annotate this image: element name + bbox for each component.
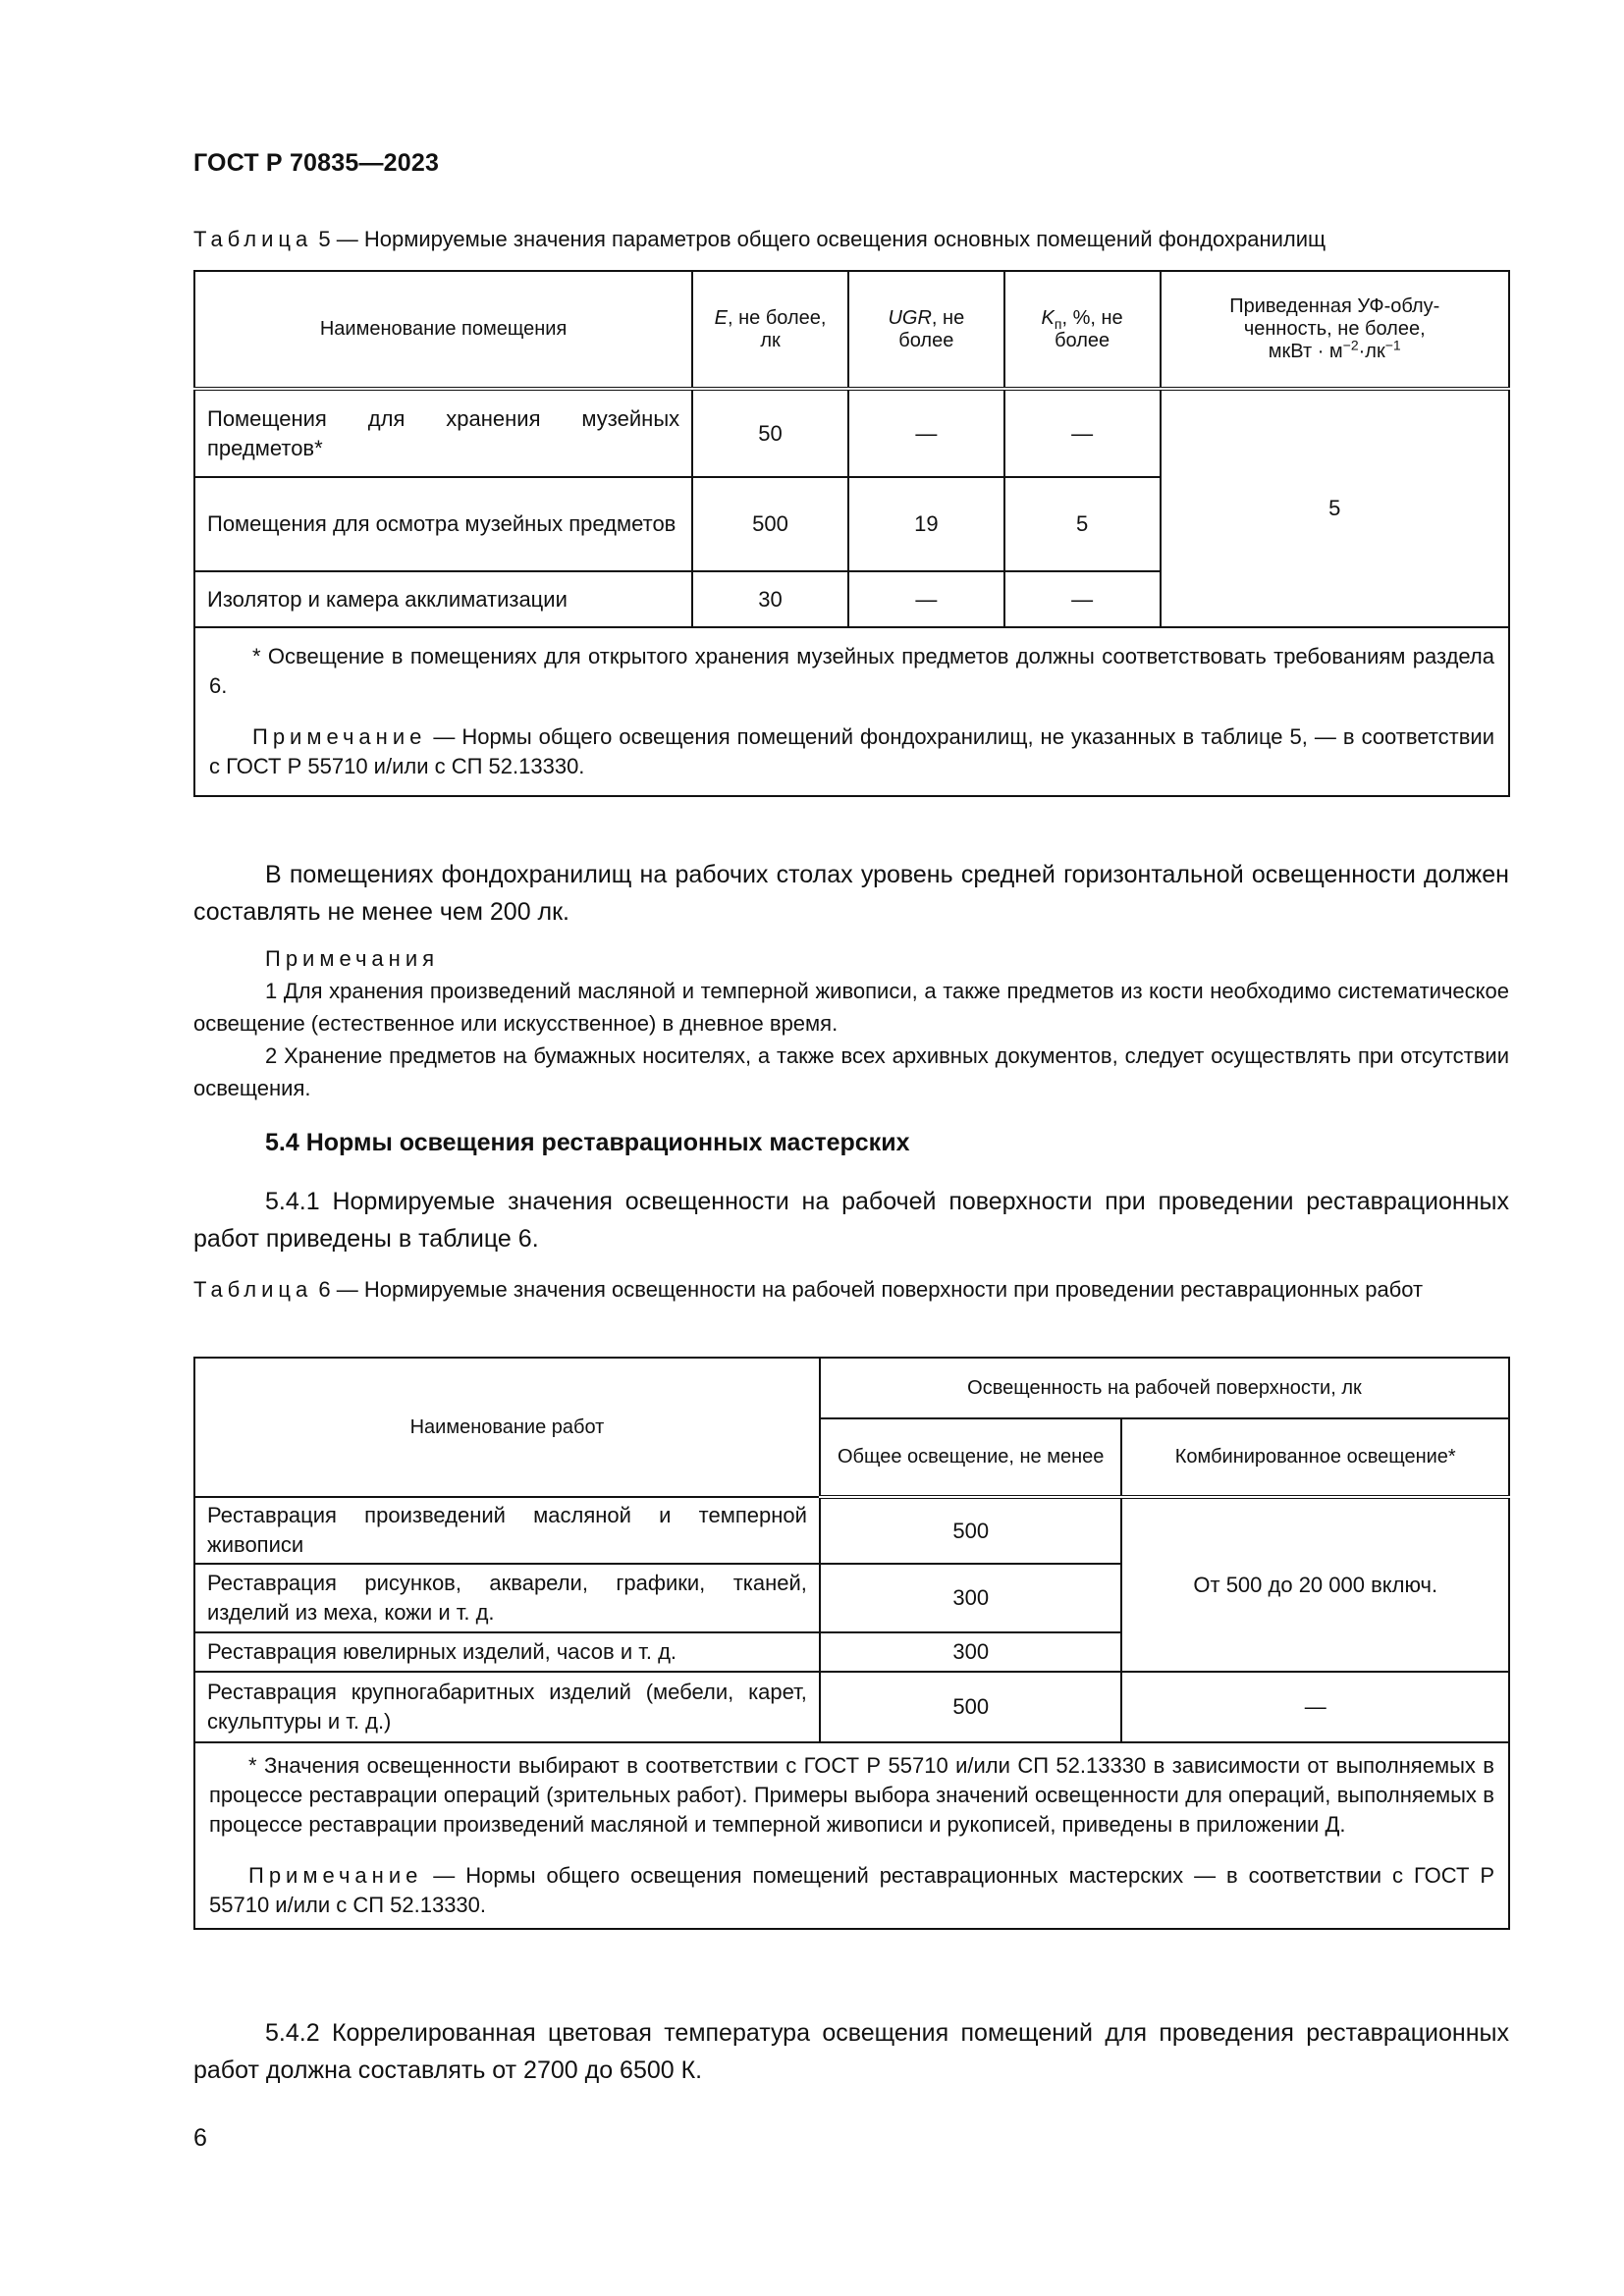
table6-combined-last: — [1121, 1672, 1509, 1742]
table5-footer-row [194, 627, 1509, 796]
table5-header-ugr: UGR, не более [848, 271, 1004, 389]
table5-header-row [194, 271, 1509, 389]
table5-header-room: Наименование помещения [194, 271, 692, 389]
table5-row-name: Изолятор и камера акклиматизации [194, 571, 692, 627]
table6-footer [194, 1742, 1509, 1929]
page-number: 6 [193, 2124, 207, 2152]
table6-header-work: Наименование работ [194, 1358, 820, 1497]
table6-row-name: Реставрация крупногабаритных изделий (мебели, карет, скульптуры и т. д.) [194, 1672, 820, 1742]
table-row [194, 1497, 1509, 1564]
table5-caption-label: Таблица [193, 227, 313, 251]
table5-row-ugr: 19 [848, 477, 1004, 571]
table5-row-kp: 5 [1004, 477, 1161, 571]
table6-row-name: Реставрация рисунков, акварели, графики, тканей, изделий из меха, кожи и т. д. [194, 1564, 820, 1632]
table5-row-name: Помещения для хранения музейных предметов* [194, 389, 692, 477]
table5-row-e: 50 [692, 389, 848, 477]
note-2: 2 Хранение предметов на бумажных носителях, а также всех архивных документов, следует осуществлять при отсутствии освещения. [193, 1043, 1509, 1100]
table6-row-general: 500 [820, 1497, 1122, 1564]
table6-header-row-1 [194, 1358, 1509, 1418]
table5-header-e: E, не более, лк [692, 271, 848, 389]
table6-footer-row [194, 1742, 1509, 1929]
table5-row-kp: — [1004, 571, 1161, 627]
table5 [193, 270, 1510, 797]
table6-caption-label: Таблица [193, 1277, 313, 1302]
paragraph-200lx: В помещениях фондохранилищ на рабочих столах уровень средней горизонтальной освещенности должен составлять не менее чем 200 лк. [193, 861, 1509, 926]
table6-row-general: 300 [820, 1632, 1122, 1672]
table-row [194, 1672, 1509, 1742]
table6-row-name: Реставрация произведений масляной и темперной живописи [194, 1497, 820, 1564]
table5-row-name: Помещения для осмотра музейных предметов [194, 477, 692, 571]
table6-row-name: Реставрация ювелирных изделий, часов и т. д. [194, 1632, 820, 1672]
table6-row-general: 300 [820, 1564, 1122, 1632]
table5-header-kp: $K_п$, %, не более [1004, 271, 1161, 389]
table6-footnote: * Значения освещенности выбирают в соответствии с ГОСТ Р 55710 и/или СП 52.13330 в зависимости от выполняемых в процессе реставрации операций (зрительных работ). Примеры выбора значений освещенности для операций, выполняемых в процессе реставрации произведений масляной и темперной живописи и рукописей, приведены в приложении Д. [209, 1753, 1494, 1837]
paragraph-5-4-2: 5.4.2 Коррелированная цветовая температура освещения помещений для проведения реставрационных работ должна составлять от 2700 до 6500 К. [193, 2019, 1509, 2084]
table5-row-kp: — [1004, 389, 1161, 477]
table5-note: Примечание — Нормы общего освещения помещений фондохранилищ, не указанных в таблице 5, — в соответствии с ГОСТ Р 55710 и/или с СП 52.13330. [209, 724, 1494, 778]
table6-header-combined: Комбинированное освещение* [1121, 1418, 1509, 1497]
table5-uv-value: 5 [1161, 389, 1510, 627]
table6-combined-value: От 500 до 20 000 включ. [1121, 1497, 1509, 1672]
table5-row-ugr: — [848, 571, 1004, 627]
table-row [194, 389, 1509, 477]
table6-header-general: Общее освещение, не менее [820, 1418, 1122, 1497]
note-1: 1 Для хранения произведений масляной и темперной живописи, а также предметов из кости необходимо систематическое освещение (естественное или искусственное) в дневное время. [193, 979, 1509, 1036]
table6-caption [193, 1274, 1509, 1305]
table6-row-general: 500 [820, 1672, 1122, 1742]
notes-heading: Примечания [265, 946, 440, 971]
notes-block [193, 942, 1509, 1104]
table5-caption [193, 224, 1509, 254]
table5-row-e: 30 [692, 571, 848, 627]
paragraph-5-4-1: 5.4.1 Нормируемые значения освещенности на рабочей поверхности при проведении реставрационных работ приведены в таблице 6. [193, 1188, 1509, 1253]
table5-row-e: 500 [692, 477, 848, 571]
document-header: ГОСТ Р 70835—2023 [193, 149, 440, 177]
table5-footnote: * Освещение в помещениях для открытого хранения музейных предметов должны соответствовать требованиям раздела 6. [209, 644, 1494, 698]
section-heading-5-4: 5.4 Нормы освещения реставрационных мастерских [265, 1129, 910, 1156]
table6-note: Примечание — Нормы общего освещения помещений реставрационных мастерских — в соответствии с ГОСТ Р 55710 и/или с СП 52.13330. [209, 1863, 1494, 1917]
table5-caption-text: 5 — Нормируемые значения параметров общего освещения основных помещений фондохранилищ [312, 227, 1326, 251]
table5-header-uv: Приведенная УФ-облу- ченность, не более, мкВт · $м^{-2}\cdot лк^{-1}$ [1161, 271, 1510, 389]
table6-header-group: Освещенность на рабочей поверхности, лк [820, 1358, 1509, 1418]
table5-footer [194, 627, 1509, 796]
table6 [193, 1357, 1510, 1930]
table6-caption-text: 6 — Нормируемые значения освещенности на рабочей поверхности при проведении реставрационных работ [312, 1277, 1424, 1302]
table5-row-ugr: — [848, 389, 1004, 477]
